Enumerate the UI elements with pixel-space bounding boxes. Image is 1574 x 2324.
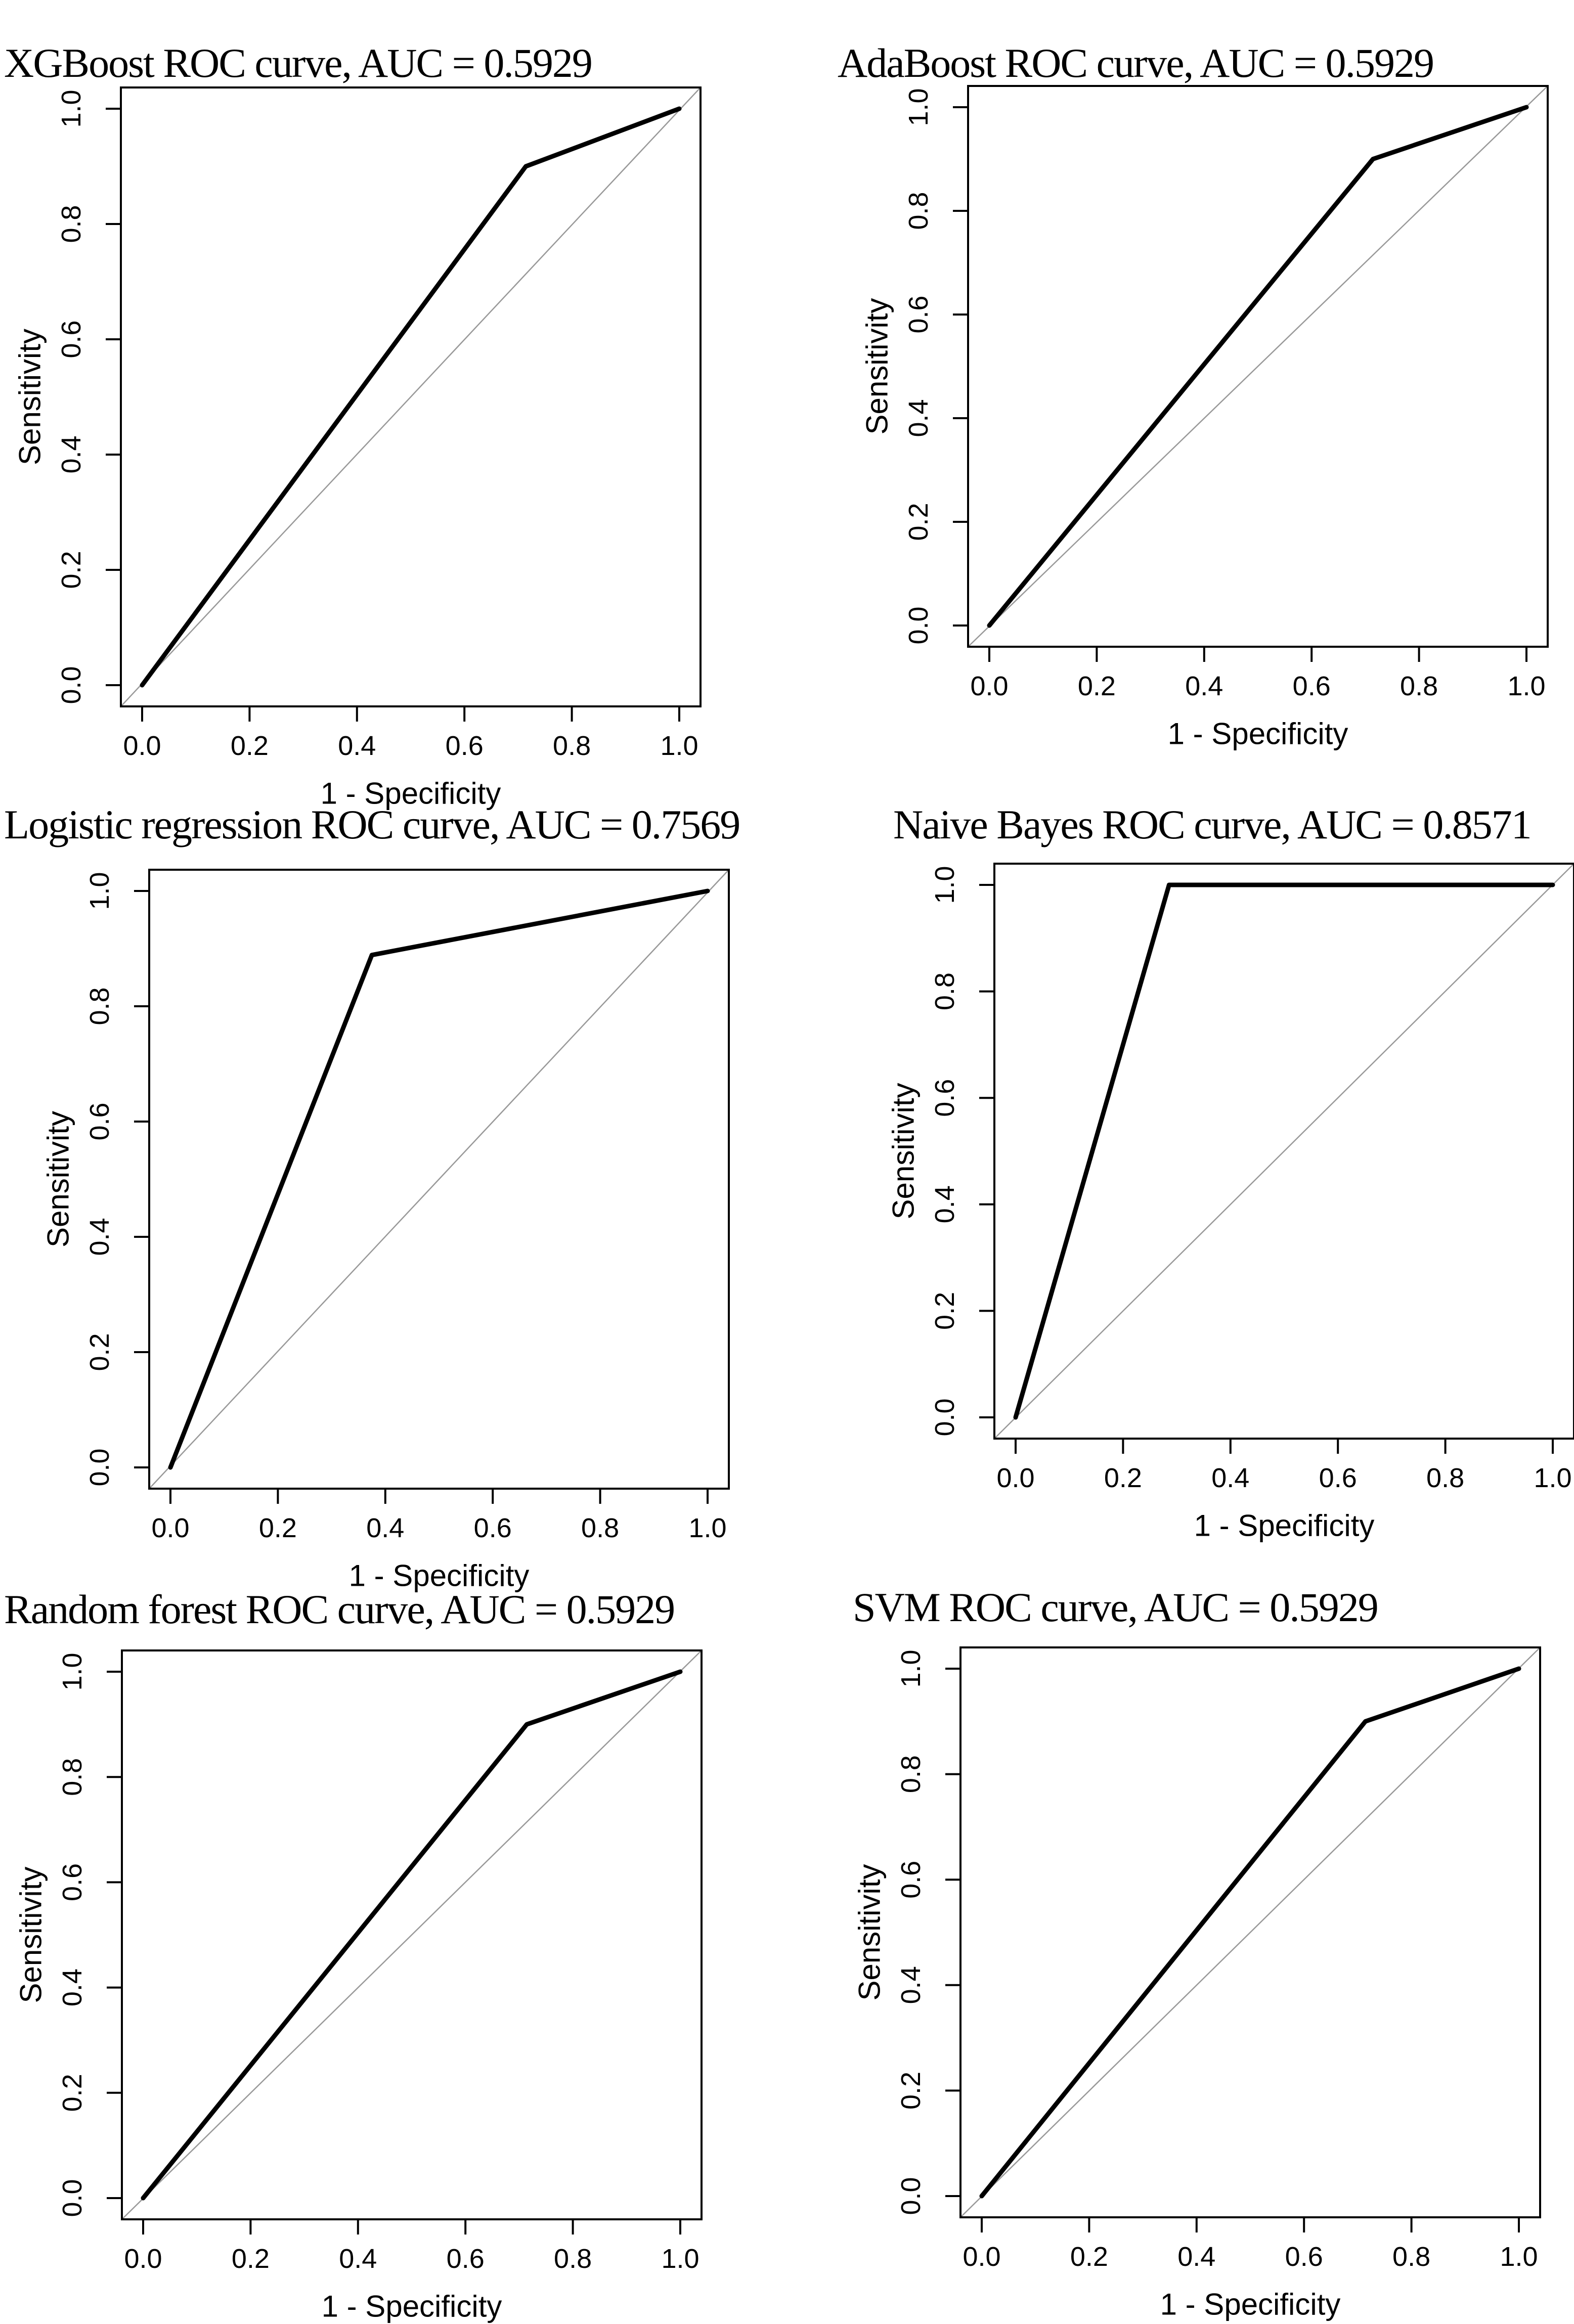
x-tick-label: 0.4 (366, 1513, 405, 1543)
y-tick-label: 0.2 (57, 2074, 88, 2112)
y-tick-label: 0.6 (84, 1102, 115, 1141)
x-tick-label: 0.4 (1177, 2242, 1216, 2272)
chart-title-random-forest: Random forest ROC curve, AUC = 0.5929 (4, 1586, 675, 1632)
x-axis-title: 1 - Specificity (1194, 1508, 1375, 1543)
y-tick-label: 0.8 (896, 1755, 926, 1794)
y-tick-label: 0.2 (56, 551, 86, 589)
x-tick-label: 0.6 (445, 731, 484, 761)
x-tick-label: 1.0 (1507, 671, 1546, 701)
x-tick-label: 1.0 (660, 731, 698, 761)
roc-plot-xgboost (13, 87, 701, 811)
roc-plot-naive-bayes (887, 864, 1574, 1543)
x-tick-label: 0.0 (151, 1513, 190, 1543)
y-tick-label: 1.0 (84, 872, 115, 910)
y-tick-label: 0.4 (903, 399, 934, 437)
roc-plot-logistic-regression (41, 870, 729, 1593)
x-tick-label: 0.0 (963, 2242, 1001, 2272)
y-tick-label: 0.0 (930, 1398, 960, 1437)
x-tick-label: 0.2 (1077, 671, 1116, 701)
x-tick-label: 0.0 (970, 671, 1009, 701)
chance-diagonal-line (994, 864, 1574, 1439)
x-tick-label: 1.0 (1500, 2242, 1538, 2272)
chance-diagonal-line (968, 86, 1548, 647)
chance-diagonal-line (122, 1650, 702, 2219)
x-tick-label: 0.6 (1285, 2242, 1323, 2272)
y-axis-title: Sensitivity (886, 1083, 921, 1220)
y-tick-label: 0.8 (84, 987, 115, 1025)
y-tick-label: 0.6 (896, 1860, 926, 1899)
x-axis-title: 1 - Specificity (348, 1558, 530, 1593)
x-axis-title: 1 - Specificity (1167, 717, 1348, 751)
x-axis-title: 1 - Specificity (320, 776, 501, 811)
y-tick-label: 0.4 (896, 1966, 926, 2004)
y-tick-label: 1.0 (896, 1649, 926, 1688)
y-tick-label: 1.0 (57, 1652, 88, 1691)
chart-title-logistic-regression: Logistic regression ROC curve, AUC = 0.7569 (4, 801, 740, 847)
x-tick-label: 1.0 (688, 1513, 727, 1543)
y-tick-label: 0.8 (57, 1758, 88, 1796)
y-tick-label: 0.2 (903, 503, 934, 541)
y-tick-label: 0.6 (57, 1863, 88, 1901)
y-tick-label: 0.4 (84, 1218, 115, 1256)
y-tick-label: 1.0 (903, 88, 934, 126)
roc-plot-svm (853, 1647, 1541, 2321)
y-tick-label: 0.2 (896, 2071, 926, 2110)
x-tick-label: 0.6 (446, 2244, 485, 2274)
y-tick-label: 0.2 (930, 1291, 960, 1330)
y-axis-title: Sensitivity (13, 328, 47, 466)
x-tick-label: 0.0 (124, 2244, 162, 2274)
y-axis-title: Sensitivity (860, 298, 894, 435)
x-tick-label: 0.8 (581, 1513, 620, 1543)
y-axis-title: Sensitivity (41, 1110, 75, 1248)
x-tick-label: 0.6 (473, 1513, 512, 1543)
y-tick-label: 1.0 (930, 866, 960, 904)
y-tick-label: 0.8 (930, 972, 960, 1011)
x-tick-label: 0.4 (339, 2244, 377, 2274)
y-tick-label: 0.0 (903, 606, 934, 645)
y-tick-label: 0.8 (903, 192, 934, 230)
x-tick-label: 0.2 (258, 1513, 297, 1543)
x-tick-label: 0.0 (996, 1463, 1035, 1493)
y-tick-label: 0.0 (57, 2179, 88, 2217)
chart-title-xgboost: XGBoost ROC curve, AUC = 0.5929 (4, 40, 592, 86)
x-tick-label: 0.2 (230, 731, 269, 761)
y-tick-label: 0.0 (56, 666, 86, 704)
y-tick-label: 0.6 (903, 295, 934, 334)
y-tick-label: 0.8 (56, 205, 86, 243)
x-tick-label: 0.2 (1104, 1463, 1142, 1493)
y-tick-label: 0.6 (56, 320, 86, 359)
x-axis-title: 1 - Specificity (321, 2289, 502, 2323)
y-tick-label: 0.0 (84, 1448, 115, 1487)
roc-plot-adaboost (860, 86, 1548, 751)
y-axis-title: Sensitivity (14, 1866, 48, 2003)
y-tick-label: 0.4 (56, 435, 86, 474)
roc-plot-random-forest (14, 1650, 702, 2323)
x-tick-label: 0.8 (554, 2244, 592, 2274)
x-tick-label: 0.6 (1292, 671, 1331, 701)
x-tick-label: 0.8 (1392, 2242, 1431, 2272)
x-tick-label: 0.8 (1426, 1463, 1465, 1493)
x-tick-label: 0.8 (553, 731, 591, 761)
x-axis-title: 1 - Specificity (1160, 2287, 1341, 2321)
x-tick-label: 0.0 (123, 731, 161, 761)
chance-diagonal-line (121, 87, 701, 706)
chart-title-adaboost: AdaBoost ROC curve, AUC = 0.5929 (838, 40, 1434, 86)
x-tick-label: 0.4 (1185, 671, 1223, 701)
y-axis-title: Sensitivity (852, 1864, 887, 2001)
x-tick-label: 0.6 (1319, 1463, 1357, 1493)
y-tick-label: 1.0 (56, 90, 86, 128)
y-tick-label: 0.4 (57, 1969, 88, 2007)
x-tick-label: 0.8 (1400, 671, 1438, 701)
x-tick-label: 0.4 (1211, 1463, 1250, 1493)
chart-title-svm: SVM ROC curve, AUC = 0.5929 (853, 1584, 1378, 1630)
y-tick-label: 0.0 (896, 2177, 926, 2215)
y-tick-label: 0.2 (84, 1333, 115, 1371)
x-tick-label: 0.2 (231, 2244, 270, 2274)
x-tick-label: 1.0 (661, 2244, 699, 2274)
chart-title-naive-bayes: Naive Bayes ROC curve, AUC = 0.8571 (893, 801, 1531, 847)
chance-diagonal-line (149, 870, 729, 1489)
x-tick-label: 1.0 (1534, 1463, 1572, 1493)
x-tick-label: 0.2 (1070, 2242, 1108, 2272)
y-tick-label: 0.6 (930, 1079, 960, 1117)
y-tick-label: 0.4 (930, 1185, 960, 1224)
chance-diagonal-line (960, 1647, 1540, 2217)
x-tick-label: 0.4 (338, 731, 376, 761)
